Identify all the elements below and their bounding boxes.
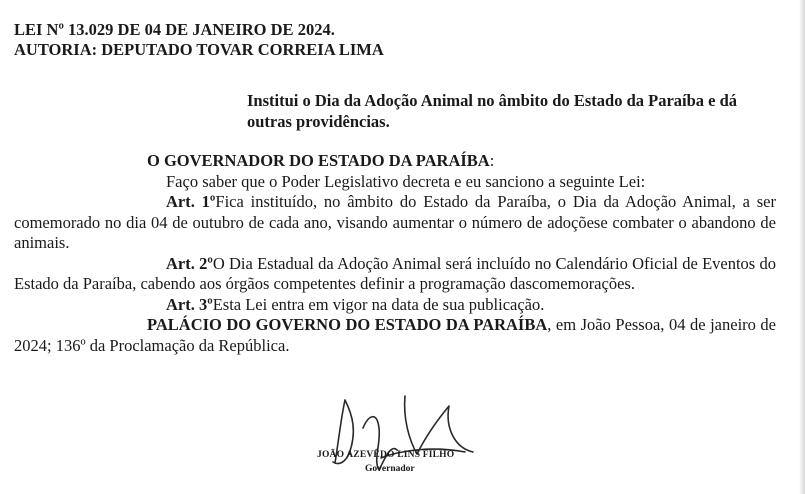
art3-label: Art. 3º: [166, 294, 213, 314]
art2-text: O Dia Estadual da Adoção Animal será incluído no Calendário Oficial de Eventos do Estado da Paraíba, cabendo aos órgãos competentes definir a programação dascomemorações.: [14, 253, 776, 293]
law-body: [14, 151, 776, 356]
signature-block: [305, 388, 505, 488]
signer-name: JOÃO AZEVÊDO LINS FILHO: [317, 450, 455, 460]
art1-label: Art. 1º: [166, 192, 216, 211]
palace-text: , em João Pessoa, 04 de janeiro de 2024; 136º da Proclamação da República.: [14, 315, 776, 355]
document-header: [14, 20, 384, 60]
ementa: Institui o Dia da Adoção Animal no âmbito do Estado da Paraíba e dá outras providências.: [247, 91, 738, 131]
art1-text: Fica instituído, no âmbito do Estado da Paraíba, o Dia da Adoção Animal, a ser comemorado no dia 04 de outubro de cada ano, visando aumentar o número de adoçõese combater o abandono de animais.: [14, 192, 776, 252]
law-number-line: LEI Nº 13.029 DE 04 DE JANEIRO DE 2024.: [14, 20, 335, 39]
art3-text: Esta Lei entra em vigor na data de sua publicação.: [212, 294, 545, 314]
signer-role: Governador: [365, 464, 415, 474]
governor-colon: :: [489, 151, 495, 170]
author-line: AUTORIA: DEPUTADO TOVAR CORREIA LIMA: [14, 40, 384, 59]
sanction-statement: Faço saber que o Poder Legislativo decreta e eu sanciono a seguinte Lei:: [166, 171, 646, 191]
palace-label: PALÁCIO DO GOVERNO DO ESTADO DA PARAÍBA: [147, 315, 548, 334]
governor-heading: O GOVERNADOR DO ESTADO DA PARAÍBA: [147, 151, 490, 170]
art2-label: Art. 2º: [166, 253, 213, 273]
page-edge-shadow: [799, 0, 805, 494]
